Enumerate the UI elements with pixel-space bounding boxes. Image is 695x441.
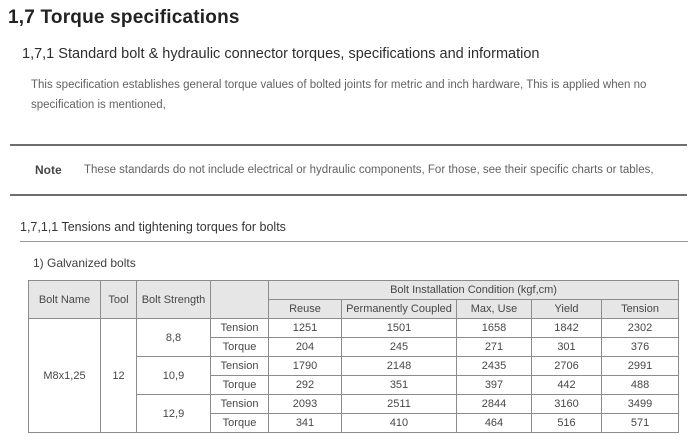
value-cell: 1658 xyxy=(457,319,532,338)
value-cell: 442 xyxy=(532,376,602,395)
col-header-max-use: Max, Use xyxy=(457,300,532,319)
value-cell: 2511 xyxy=(342,395,457,414)
torque-table xyxy=(28,280,679,433)
row-type-cell: Tension xyxy=(211,319,269,338)
value-cell: 292 xyxy=(269,376,342,395)
subsection-heading: 1,7,1,1 Tensions and tightening torques for bolts xyxy=(20,220,688,242)
note-label: Note xyxy=(35,163,62,177)
value-cell: 464 xyxy=(457,414,532,433)
table-header-row xyxy=(29,281,679,300)
strength-cell: 8,8 xyxy=(137,319,211,357)
row-type-cell: Tension xyxy=(211,395,269,414)
row-type-cell: Tension xyxy=(211,357,269,376)
value-cell: 245 xyxy=(342,338,457,357)
value-cell: 397 xyxy=(457,376,532,395)
page-title: 1,7 Torque specifications xyxy=(8,7,240,28)
value-cell: 2991 xyxy=(602,357,679,376)
value-cell: 1251 xyxy=(269,319,342,338)
value-cell: 571 xyxy=(602,414,679,433)
value-cell: 271 xyxy=(457,338,532,357)
intro-paragraph: This specification establishes general torque values of bolted joints for metric and inch hardware, This is applied when no specification is mentioned, xyxy=(31,79,647,111)
col-header-tool: Tool xyxy=(101,281,137,319)
note-block xyxy=(10,144,687,196)
value-cell: 3160 xyxy=(532,395,602,414)
col-header-bolt-strength: Bolt Strength xyxy=(137,281,211,319)
value-cell: 376 xyxy=(602,338,679,357)
strength-cell: 10,9 xyxy=(137,357,211,395)
col-header-bolt-name: Bolt Name xyxy=(29,281,101,319)
value-cell: 341 xyxy=(269,414,342,433)
list-heading: 1) Galvanized bolts xyxy=(33,256,136,270)
col-header-tension: Tension xyxy=(602,300,679,319)
value-cell: 2302 xyxy=(602,319,679,338)
row-type-cell: Torque xyxy=(211,414,269,433)
bolt-name-cell: M8x1,25 xyxy=(29,319,101,433)
value-cell: 410 xyxy=(342,414,457,433)
value-cell: 2435 xyxy=(457,357,532,376)
value-cell: 2093 xyxy=(269,395,342,414)
value-cell: 2148 xyxy=(342,357,457,376)
value-cell: 2706 xyxy=(532,357,602,376)
section-subtitle: 1,7,1 Standard bolt & hydraulic connector torques, specifications and information xyxy=(22,46,540,62)
tool-cell: 12 xyxy=(101,319,137,433)
col-header-condition-group: Bolt Installation Condition (kgf,cm) xyxy=(269,281,679,300)
value-cell: 351 xyxy=(342,376,457,395)
value-cell: 516 xyxy=(532,414,602,433)
col-header-yield: Yield xyxy=(532,300,602,319)
col-header-permanently-coupled: Permanently Coupled xyxy=(342,300,457,319)
table-row xyxy=(29,319,679,338)
value-cell: 1501 xyxy=(342,319,457,338)
col-header-row-type xyxy=(211,281,269,319)
value-cell: 204 xyxy=(269,338,342,357)
value-cell: 2844 xyxy=(457,395,532,414)
value-cell: 488 xyxy=(602,376,679,395)
row-type-cell: Torque xyxy=(211,376,269,395)
row-type-cell: Torque xyxy=(211,338,269,357)
value-cell: 301 xyxy=(532,338,602,357)
value-cell: 1842 xyxy=(532,319,602,338)
note-text: These standards do not include electrical or hydraulic components, For those, see their specific charts or tables, xyxy=(84,163,654,176)
value-cell: 1790 xyxy=(269,357,342,376)
col-header-reuse: Reuse xyxy=(269,300,342,319)
value-cell: 3499 xyxy=(602,395,679,414)
strength-cell: 12,9 xyxy=(137,395,211,433)
